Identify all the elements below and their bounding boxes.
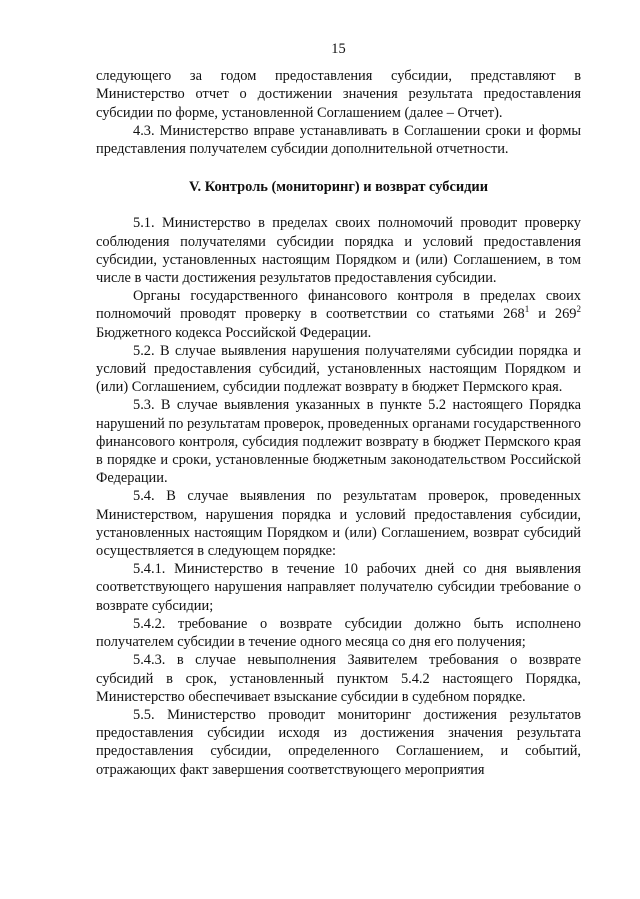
control-text-after: Бюджетного кодекса Российской Федерации. [96, 324, 372, 341]
paragraph-5-4: 5.4. В случае выявления по результатам проверок, проведенных Министерством, нарушения порядка и условий предоставления субсидии, установленных настоящим Порядком и (или) Соглашением, возврат субсидий осуществляется в следующем порядке: [96, 488, 581, 560]
document-page [96, 40, 581, 779]
paragraph-5-1: 5.1. Министерство в пределах своих полномочий проводит проверку соблюдения получателями субсидии порядка и условий предоставления субсидии, установленных настоящим Порядком и (или) Соглашением, в том числе в части достижения результатов предоставления субсидии. [96, 215, 581, 287]
page-number: 15 [331, 41, 346, 57]
paragraph-5-2: 5.2. В случае выявления нарушения получателями субсидии порядка и условий предоставления субсидий, установленных настоящим Порядком и (или) Соглашением, субсидии подлежат возврату в бюджет Пермского края. [96, 342, 581, 396]
paragraph-5-4-3: 5.4.3. в случае невыполнения Заявителем требования о возврате субсидий в срок, установленный пунктом 5.4.2 настоящего Порядка, Министерство обеспечивает взыскание субсидии в судебном порядке. [96, 652, 581, 705]
paragraph-report-deadline: следующего за годом предоставления субсидии, представляют в Министерство отчет о достижении значения результата предоставления субсидии по форме, установленной Соглашением (далее – Отчет). [96, 68, 581, 121]
paragraph-5-5: 5.5. Министерство проводит мониторинг достижения результатов предоставления субсидии исходя из достижения значения результата предоставления субсидии, определенного Соглашением, и событий, отражающих факт завершения соответствующего мероприятия [96, 706, 581, 778]
control-text-middle: и 269 [529, 306, 577, 323]
section-heading: V. Контроль (мониторинг) и возврат субсидии [189, 179, 488, 196]
superscript-2: 2 [576, 304, 581, 315]
paragraph-5-3: 5.3. В случае выявления указанных в пункте 5.2 настоящего Порядка нарушений по результатам проверок, проведенных органами государственного финансового контроля, субсидия подлежит возврату в бюджет Пермского края в порядке и сроки, установленные бюджетным законодательством Российской Федерации. [96, 397, 581, 487]
control-text-before: Органы государственного финансового контроля в пределах своих полномочий проводят проверку в соответствии со статьями 268 [96, 288, 581, 323]
paragraph-5-4-2: 5.4.2. требование о возврате субсидии должно быть исполнено получателем субсидии в течение одного месяца со дня его получения; [96, 615, 581, 651]
paragraph-financial-control [96, 287, 581, 342]
superscript-1: 1 [524, 304, 530, 315]
paragraph-5-4-1: 5.4.1. Министерство в течение 10 рабочих дней со дня выявления соответствующего нарушения направляет получателю субсидии требование о возврате субсидии; [96, 561, 581, 614]
paragraph-4-3: 4.3. Министерство вправе устанавливать в Соглашении сроки и формы представления получателем субсидии дополнительной отчетности. [96, 122, 581, 158]
